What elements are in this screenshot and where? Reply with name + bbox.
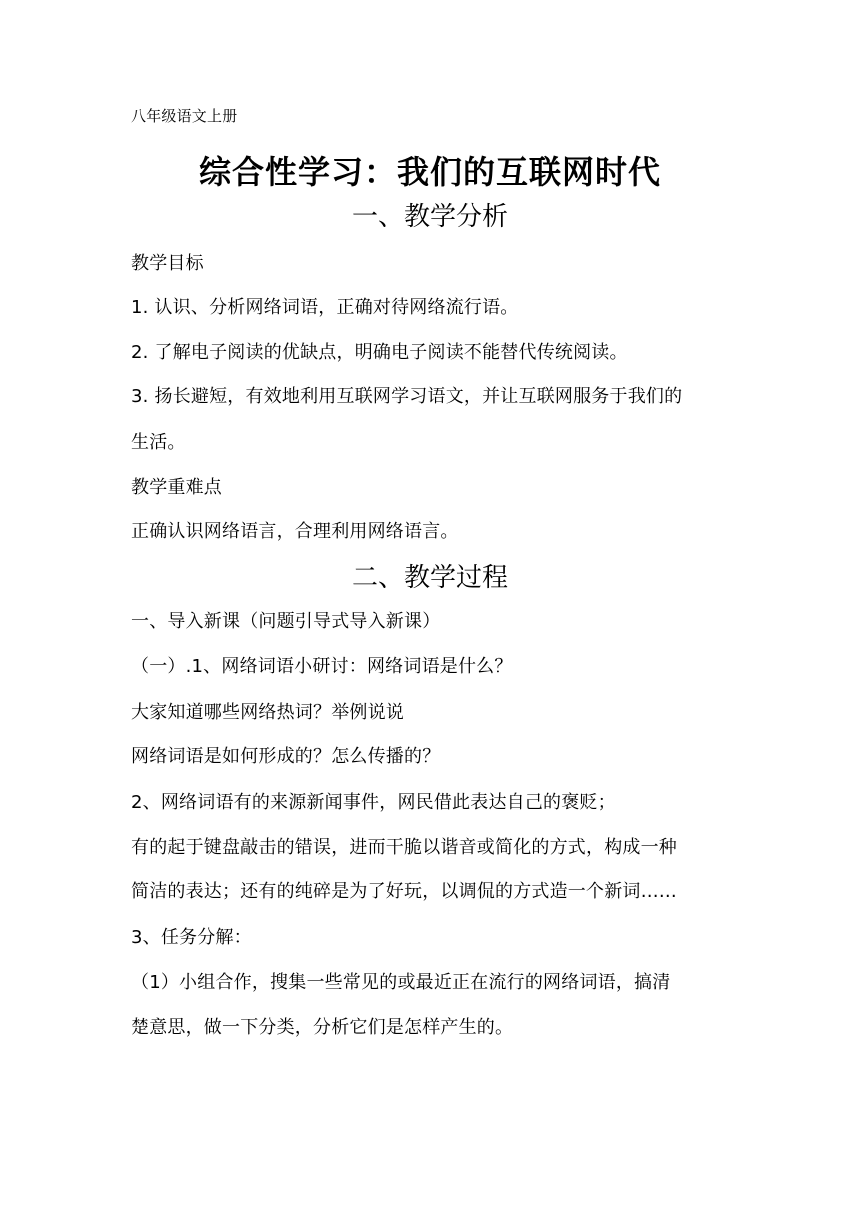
goal-item-3-line-1: 3. 扬长避短，有效地利用互联网学习语文，并让互联网服务于我们的 <box>131 386 683 407</box>
task-1-line-1: （1）小组合作，搜集一些常见的或最近正在流行的网络词语，搞清 <box>131 972 671 993</box>
goal-item-2: 2. 了解电子阅读的优缺点，明确电子阅读不能替代传统阅读。 <box>131 342 628 363</box>
goal-item-3-line-2: 生活。 <box>131 432 186 453</box>
question-1: 大家知道哪些网络热词？举例说说 <box>131 702 404 723</box>
document-header: 八年级语文上册 <box>131 107 238 125</box>
key-points-text: 正确认识网络语言，合理利用网络语言。 <box>131 521 459 542</box>
section-heading-analysis: 一、教学分析 <box>351 202 508 232</box>
step-intro: 一、导入新课（问题引导式导入新课） <box>131 611 441 632</box>
paragraph-3: 3、任务分解： <box>131 927 252 948</box>
question-2: 网络词语是如何形成的？怎么传播的？ <box>131 746 441 767</box>
paragraph-2-line-3: 简洁的表达；还有的纯碎是为了好玩，以调侃的方式造一个新词…… <box>131 881 677 902</box>
document-title: 综合性学习：我们的互联网时代 <box>198 153 661 191</box>
goals-heading: 教学目标 <box>131 253 204 274</box>
key-points-heading: 教学重难点 <box>131 477 222 498</box>
sub-step-1: （一）.1、网络词语小研讨：网络词语是什么？ <box>131 656 513 677</box>
paragraph-2-line-2: 有的起于键盘敲击的错误，进而干脆以谐音或简化的方式，构成一种 <box>131 837 677 858</box>
task-1-line-2: 楚意思，做一下分类，分析它们是怎样产生的。 <box>131 1017 514 1038</box>
goal-item-1: 1. 认识、分析网络词语，正确对待网络流行语。 <box>131 297 519 318</box>
section-heading-process: 二、教学过程 <box>351 563 508 593</box>
paragraph-2-line-1: 2、网络词语有的来源新闻事件，网民借此表达自己的褒贬； <box>131 792 616 813</box>
